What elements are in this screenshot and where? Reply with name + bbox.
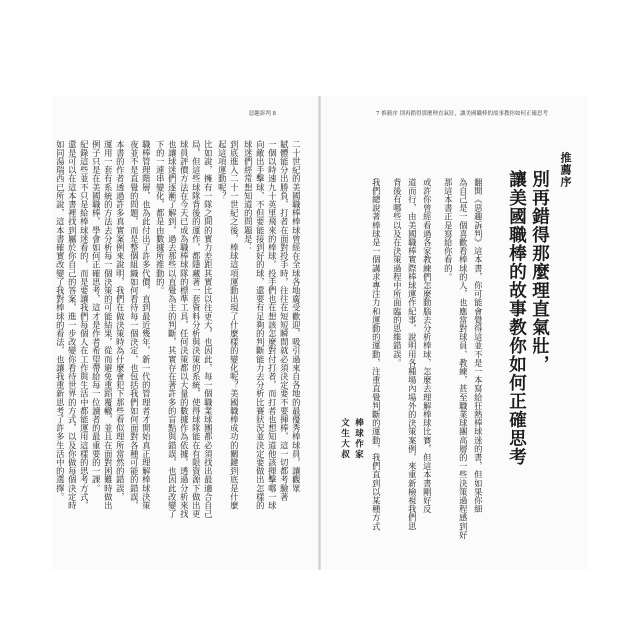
left-body-column: 球員評價方法在今天已成為職棒球隊的標準工具，任何決策都以大量的數據作為依據，透過分析來找	[179, 140, 190, 519]
left-body-column: 比如說，擁有一隊之間的實力差距其實比以往更大，也因此，每一個職業球團都必須找出最適合自己	[203, 140, 214, 519]
left-body-column: 下的一連串變化，都是由數據所推動的。	[155, 140, 166, 295]
left-body-column: 向敵出手擊球，不但要能接到好的球，還要有足夠的判斷能力去分析比賽狀況並決定要做出怎樣的	[255, 140, 266, 510]
preface-title-line-1: 別再錯得那麼理直氣壯，	[529, 170, 550, 374]
right-body-column: 翻開《惡趣訴判》這本書，你可能會覺得這並不是一本寫給狂熱棒球迷的書，但如果你細	[473, 178, 484, 514]
right-running-head: 7 推薦序 別再錯得那麼理直氣壯，讓美國職棒的故事教你如何正確思考	[376, 111, 548, 117]
left-body-column: 本書的作者透過許多真實案例來說明，我們在做決策時為什麼會犯下那些看似理所當然的錯誤，	[115, 140, 126, 502]
left-body-column: 一個以時速九十英里飛來的棒球，投手們也在想該怎麼對付打者，而打者也想知道他該揮擊哪一球	[267, 140, 278, 510]
right-body-column: 我們總說著棒球是一個講求專注力和運動的運動，注重直覺判斷的運動，我們直到以某種方式	[371, 178, 382, 531]
left-body-column: 賦體能分出勝負，打者在面對投手時，往往在短短瞬間就必須決定要不要揮棒，這一切都考驗著	[279, 140, 290, 502]
left-body-column: 球迷們經常想知道的問題是：	[243, 140, 254, 252]
preface-title-line-2: 讓美國職棒的故事教你如何正確思考	[506, 170, 527, 466]
left-body-column: 起這項運動呢？	[217, 140, 228, 201]
left-body-column: 二十世紀的美國職棒棒球曾經在全球各地廣受歡迎，吸引過來自各地的最優秀棒球員，讓觀眾	[291, 140, 302, 493]
preface-label: 推薦序	[559, 152, 572, 188]
left-body-column: 如同湯瑞西已所說，這本書確實改變了我對棒球的看法，也讓我重新思考了許多生活中的選擇。	[55, 140, 66, 502]
left-body-column: 到底進入二十一世紀之後，棒球這項運動出現了什麼樣的變化呢？美國職棒成功的關鍵到底是什麼	[229, 140, 240, 510]
author-name: 文生大叔	[339, 418, 350, 460]
left-body-column: 局，但這些球隊背後的運作，都隱藏著一套資料分析與決策的系統，使得球隊能在有限資源下做出更	[191, 140, 202, 519]
left-body-column: 職棒管理階層，也為此付出了許多代價，直到最近幾年，新一代的管理者才開始真正理解棒球決策	[141, 140, 152, 510]
right-body-column: 背後有哪些以及在決策過程中所面臨的思維錯誤。	[392, 178, 403, 368]
left-body-column: 還是可以在這本書裡找到屬於你自己的答案，進一步改變你看待世界的方式，以及你做每個決定時	[67, 140, 78, 510]
left-running-head: 惡趣訴判 8	[248, 111, 276, 117]
left-body-column: 夜並不是直覺的問題，而是整個組織如何看待每一個決定，也包括我們如何面對各種可能的錯誤，	[129, 140, 140, 510]
left-body-column: 也讓球迷們逐漸了解到，過去那些以直覺為主的判斷，其實存在著許多的盲點與錯誤，也因此改變了	[167, 140, 178, 519]
right-body-column: 為自己是一個喜歡看棒球的人，也應當對球員、教練，甚至職業球團高層的一些決策過程感到好	[458, 178, 469, 540]
right-body-column: 道而行，由美國職棒實際棒球運作紀事，說明用各種場內場外的決策案例，來重新檢視我們思	[407, 178, 418, 531]
left-body-column: 運用一套有系統的方法去分析每一個決策的可能結果，從而避免重蹈覆轍，並且在面對困難時做出	[103, 140, 114, 510]
book-gutter	[318, 96, 321, 570]
right-body-column: 那這本書正是寫給你看的。	[443, 178, 454, 282]
left-body-column: 紀錄這些並不只是給棒球迷看的，而是要讓我們每個人在工作與生活中都能運用這樣的思考方式，	[79, 140, 90, 510]
left-body-column: 例子只是在美國職棒，學會如何正確思考，這才是作者希望帶給每一位讀者的最重要的一課。	[91, 140, 102, 493]
right-body-column: 或許你曾經看過各家教練們怎麼動腦去分析棒球，怎麼去理解棒球比賽，但這本書剛好反	[422, 178, 433, 514]
author-title: 棒球作家	[353, 418, 364, 460]
